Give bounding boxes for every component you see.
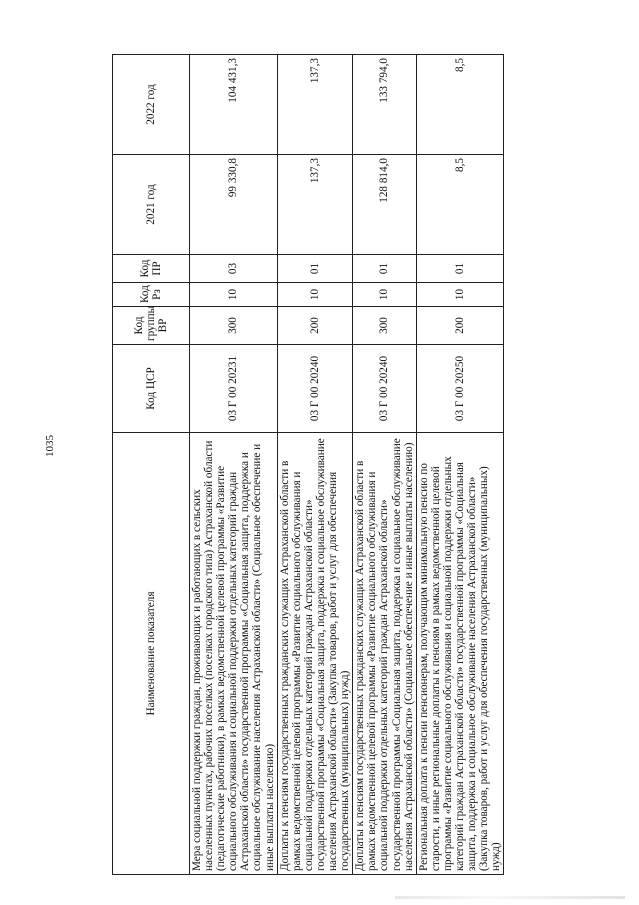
row-2022: 137,3: [277, 55, 353, 155]
budget-table-rotated: [112, 55, 632, 875]
table-row: [277, 55, 353, 875]
row-vr: 200: [277, 307, 353, 345]
row-2021: 128 814,0: [353, 155, 416, 255]
row-pr: 01: [353, 255, 416, 283]
row-csr: 03 Г 00 20240: [277, 345, 353, 433]
row-name: Доплаты к пенсиям государственных гражданских служащих Астраханской области в рамках ведомственной целевой программы «Развитие социального обслуживания и социальной поддержки отдельных категорий граждан Астраханской области» государственной программы «Социальная защита, поддержка и социальное обслуживание населения Астраханской области» (Социальное обеспечение и иные выплаты населению): [353, 433, 416, 875]
header-rz: Код Рз: [113, 283, 190, 307]
row-2021: 99 330,8: [190, 155, 278, 255]
header-2022: 2022 год: [113, 55, 190, 155]
table-row: [353, 55, 416, 875]
row-pr: 01: [277, 255, 353, 283]
header-csr: Код ЦСР: [113, 345, 190, 433]
row-rz: 10: [416, 283, 504, 307]
row-pr: 03: [190, 255, 278, 283]
row-vr: 300: [190, 307, 278, 345]
row-2021: 137,3: [277, 155, 353, 255]
table-row: [416, 55, 504, 875]
row-2022: 133 794,0: [353, 55, 416, 155]
row-name: Доплаты к пенсиям государственных гражданских служащих Астраханской области в рамках ведомственной целевой программы «Развитие социального обслуживания и социальной поддержки отдельных категорий граждан Астраханской области» государственной программы «Социальная защита, поддержка и социальное обслуживание населения Астраханской области» (Закупка товаров, работ и услуг для обеспечения государственных (муниципальных) нужд): [277, 433, 353, 875]
row-csr: 03 Г 00 20231: [190, 345, 278, 433]
row-csr: 03 Г 00 20250: [416, 345, 504, 433]
row-rz: 10: [190, 283, 278, 307]
row-rz: 10: [277, 283, 353, 307]
table-row: [190, 55, 278, 875]
header-vr: Код группы ВР: [113, 307, 190, 345]
page-number: 1035: [44, 435, 56, 457]
row-2021: 8,5: [416, 155, 504, 255]
row-2022: 104 431,3: [190, 55, 278, 155]
row-csr: 03 Г 00 20240: [353, 345, 416, 433]
table-header-row: [113, 55, 190, 875]
header-2021: 2021 год: [113, 155, 190, 255]
row-rz: 10: [353, 283, 416, 307]
budget-table: [112, 54, 504, 875]
header-pr: Код ПР: [113, 255, 190, 283]
scan-edge-artifact: [395, 896, 625, 899]
row-vr: 200: [416, 307, 504, 345]
header-name: Наименование показателя: [113, 433, 190, 875]
row-name: Мера социальной поддержки граждан, проживающих и работающих в сельских населенных пунктах, рабочих поселках (поселках городского типа) Астраханской области (педагогические работники), в рамках ведомственной целевой программы «Развитие социального обслуживания и социальной поддержки отдельных категорий граждан Астраханской области» государственной программы «Социальная защита, поддержка и социальное обслуживание населения Астраханской области» (Социальное обеспечение и иные выплаты населению): [190, 433, 278, 875]
row-vr: 300: [353, 307, 416, 345]
row-pr: 01: [416, 255, 504, 283]
row-name: Региональная доплата к пенсии пенсионерам, получающим минимальную пенсию по старости, и иные региональные доплаты к пенсиям в рамках ведомственной целевой программы «Развитие социального обслуживания и социальной поддержки отдельных категорий граждан Астраханской области» государственной программы «Социальная защита, поддержка и социальное обслуживание населения Астраханской области» (Закупка товаров, работ и услуг для обеспечения государственных (муниципальных) нужд): [416, 433, 504, 875]
row-2022: 8,5: [416, 55, 504, 155]
